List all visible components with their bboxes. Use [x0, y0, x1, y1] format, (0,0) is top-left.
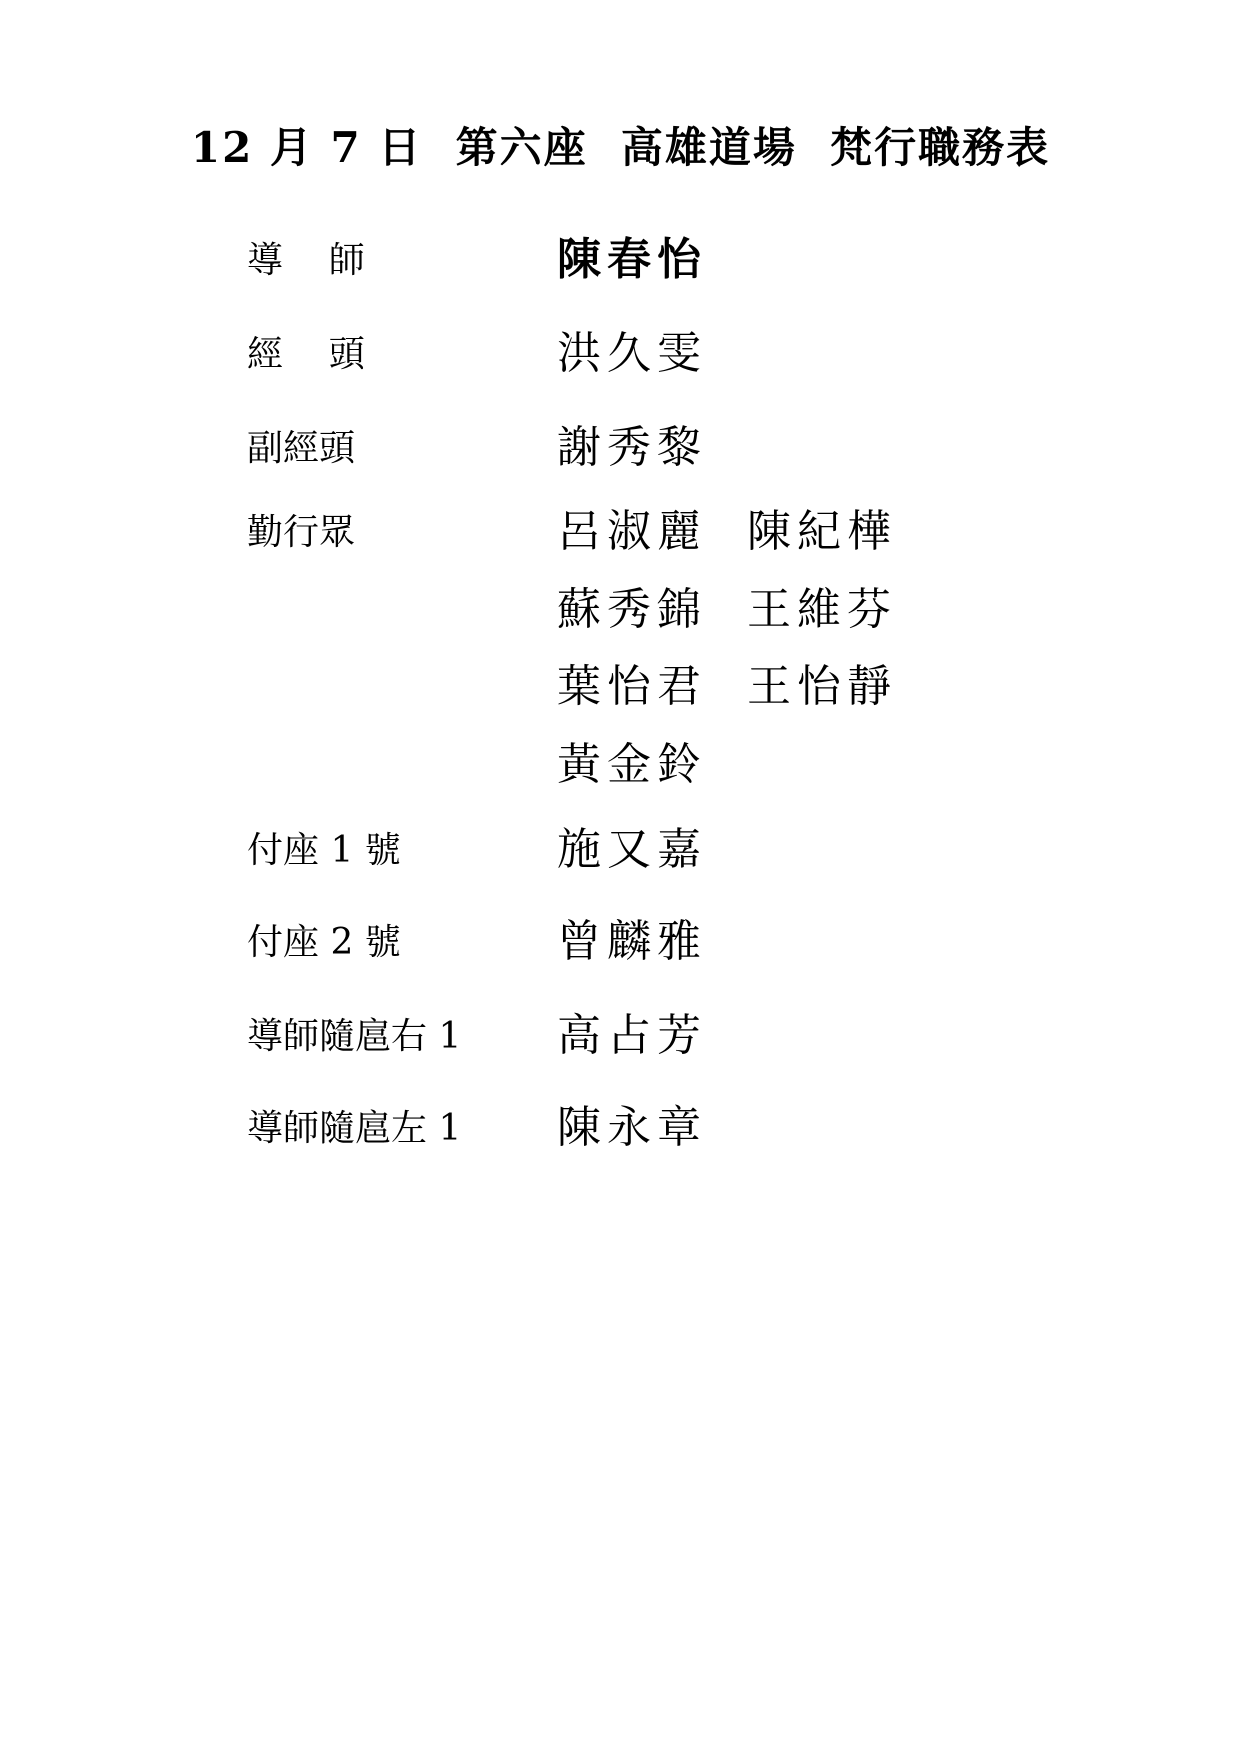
name-chanting-group-line-4: 黃金鈴 [557, 739, 707, 790]
name-sutra-leader: 洪久雯 [557, 328, 707, 379]
name-teacher: 陳春怡 [557, 234, 707, 285]
role-label-seat-1: 付座 1 號 [247, 830, 401, 871]
role-label-teacher: 導 師 [247, 240, 365, 281]
name-escort-right-1: 高占芳 [557, 1010, 707, 1061]
role-label-chanting-group: 勤行眾 [247, 512, 356, 553]
role-label-escort-right-1: 導師隨扈右 1 [247, 1016, 462, 1057]
page-title: 12 月 7 日 第六座 高雄道場 梵行職務表 [190, 123, 1051, 172]
name-seat-2: 曾麟雅 [557, 916, 707, 967]
name-escort-left-1: 陳永章 [557, 1102, 707, 1153]
role-label-sutra-leader: 經 頭 [247, 334, 365, 375]
name-deputy-sutra-leader: 謝秀黎 [557, 422, 707, 473]
role-label-seat-2: 付座 2 號 [247, 922, 401, 963]
name-chanting-group-line-1: 呂淑麗 陳紀樺 [557, 506, 897, 557]
name-seat-1: 施又嘉 [557, 824, 707, 875]
name-chanting-group-line-2: 蘇秀錦 王維芬 [557, 584, 897, 635]
role-label-escort-left-1: 導師隨扈左 1 [247, 1108, 462, 1149]
name-chanting-group-line-3: 葉怡君 王怡靜 [557, 661, 897, 712]
role-label-deputy-sutra-leader: 副經頭 [247, 428, 356, 469]
